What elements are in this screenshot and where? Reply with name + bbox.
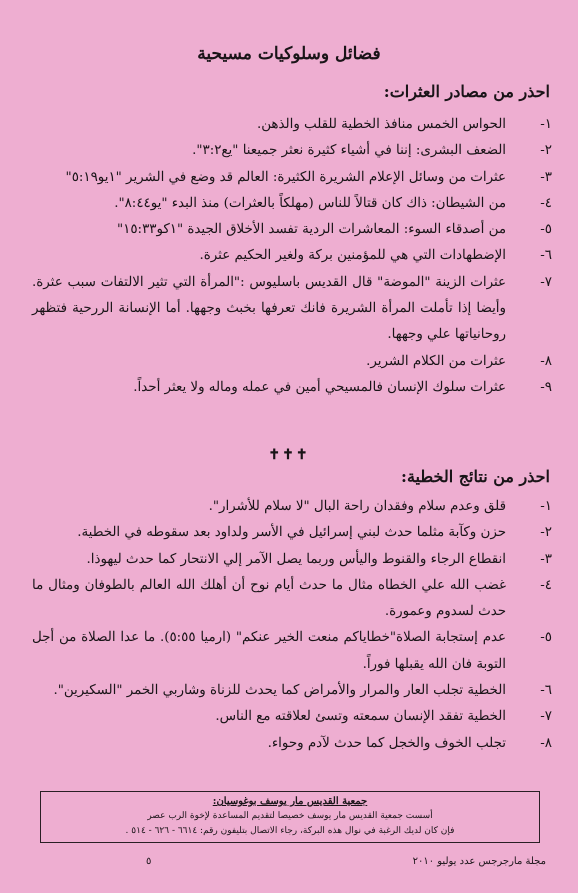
- list-item: [32, 547, 552, 573]
- item-number: ٨-: [540, 353, 552, 369]
- item-number: ٩-: [540, 379, 552, 395]
- item-text: عدم إستجابة الصلاة"خطاياكم منعت الخير عنكم" (ارميا ٥:٥٥). ما عدا الصلاة من أجل التوبة فان الله يقبلها فوراً.: [32, 630, 507, 672]
- list-item: [32, 112, 552, 138]
- item-number: ٥-: [540, 222, 552, 238]
- item-number: ٧-: [540, 274, 552, 290]
- item-number: ١-: [540, 117, 552, 132]
- item-text: عثرات سلوك الإنسان فالمسيحي أمين في عمله وماله ولا يعثر أحداً.: [133, 379, 506, 395]
- item-text: الضعف البشرى: إننا في أشياء كثيرة نعثر جميعنا "يع٣:٢".: [192, 143, 506, 159]
- item-text: عثرات من الكلام الشرير.: [366, 353, 506, 369]
- sin-results-list: [32, 494, 552, 757]
- item-number: ٣-: [540, 551, 552, 567]
- item-number: ٣-: [540, 169, 552, 185]
- item-text: غضب الله علي الخطاه مثال ما حدث أيام نوح أن أهلك الله العالم بالطوفان ومثال ما حدث لسدوم وعمورة.: [32, 577, 506, 620]
- item-number: ٤-: [540, 195, 552, 211]
- item-number: ٦-: [540, 248, 552, 264]
- list-item: [32, 217, 552, 243]
- list-item: [32, 678, 552, 704]
- list-item: [32, 165, 552, 191]
- page-title: فضائل وسلوكيات مسيحية: [197, 44, 381, 64]
- list-item: [32, 243, 552, 269]
- item-number: ٥-: [540, 630, 552, 646]
- association-notice-box: [40, 791, 540, 843]
- item-text: تجلب الخوف والخجل كما حدث لآدم وحواء.: [267, 735, 506, 751]
- crosses-divider: ✝✝✝: [268, 447, 310, 463]
- list-item: [32, 731, 552, 757]
- list-item: [32, 349, 552, 375]
- list-item: [32, 704, 552, 730]
- stumbling-sources-list: [32, 112, 552, 401]
- list-item: [32, 138, 552, 164]
- item-text: الإضطهادات التي هي للمؤمنين بركة ولغير الحكيم عثرة.: [199, 248, 506, 264]
- list-item: [32, 191, 552, 217]
- item-text: انقطاع الرجاء والقنوط واليأس وربما يصل الآمر إلي الانتحار كما حدث ليهوذا.: [86, 551, 506, 567]
- item-text: عثرات الزينة "الموضة" قال القديس باسليوس :"المرأة التي تثير الالتفات سبب عثرة. وأيضا إذا تأملت المرأة الشريرة فانك تعرفها بخبث وجهها. أما الإنسانة الررحية فتظهر روحانياتها علي وجهها.: [32, 274, 506, 343]
- section-heading-stumbling-sources: احذر من مصادر العثرات:: [383, 82, 550, 101]
- item-text: عثرات من وسائل الإعلام الشريرة الكثيرة: العالم قد وضع في الشرير "١يو٥:١٩": [65, 169, 506, 185]
- item-number: ١-: [540, 499, 552, 514]
- item-number: ٢-: [540, 525, 552, 541]
- item-text: قلق وعدم سلام وفقدان راحة البال "لا سلام للأشرار".: [208, 499, 506, 514]
- item-text: من أصدقاء السوء: المعاشرات الردية تفسد الأخلاق الجيدة "١كو١٥:٣٣": [117, 222, 506, 238]
- item-text: من الشيطان: ذاك كان قتالاً للناس (مهلكاً بالعثرات) منذ البدء "يو٨:٤٤".: [114, 195, 506, 211]
- notice-line-1: أسست جمعية القديس مار يوسف خصيصا لتقديم المساعدة لإخوة الرب عصر: [147, 811, 433, 821]
- item-text: حزن وكآبة مثلما حدث لبني إسرائيل في الأسر ولداود بعد سقوطه في الخطية.: [77, 525, 506, 541]
- item-number: ٦-: [540, 683, 552, 699]
- list-item: [32, 573, 552, 626]
- page-number: ٥: [146, 856, 152, 867]
- item-number: ٤-: [540, 577, 552, 593]
- item-number: ٧-: [540, 709, 552, 725]
- item-number: ٢-: [540, 143, 552, 159]
- footer-magazine: مجلة مارجرجس عدد يوليو ٢٠١٠: [412, 856, 546, 867]
- item-text: الخطية تجلب العار والمرار والأمراض كما يحدث للزناة وشاربي الخمر "السكيرين".: [53, 683, 506, 699]
- item-number: ٨-: [540, 735, 552, 751]
- item-text: الحواس الخمس منافذ الخطية للقلب والذهن.: [256, 117, 506, 132]
- list-item: [32, 270, 552, 349]
- list-item: [32, 375, 552, 401]
- section-heading-sin-results: احذر من نتائج الخطية:: [401, 467, 550, 486]
- list-item: [32, 494, 552, 520]
- list-item: [32, 625, 552, 678]
- item-text: الخطية تفقد الإنسان سمعته وتسئ لعلاقته مع الناس.: [215, 709, 506, 725]
- notice-line-2: فإن كان لديك الرغبة في نوال هذه البركة، رجاء الاتصال بتليفون رقم: ٦٦١٤ - ٦٢٦ - ٥١٤ .: [125, 826, 455, 836]
- notice-title: جمعية القديس مار يوسف بوغوسيان:: [212, 796, 368, 807]
- list-item: [32, 520, 552, 546]
